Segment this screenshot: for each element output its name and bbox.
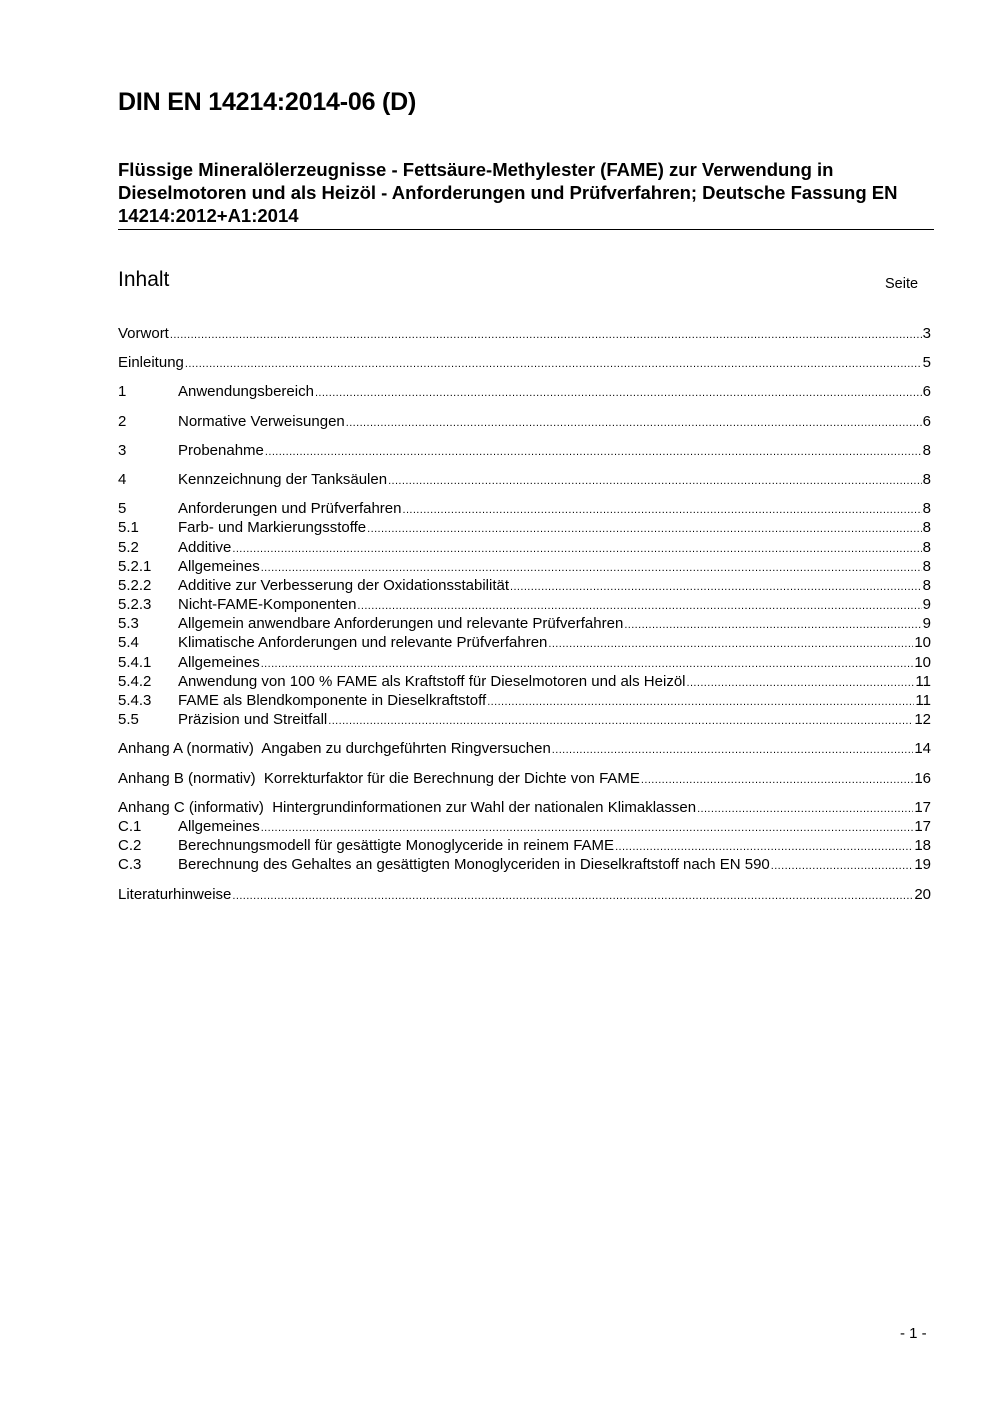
page-number: - 1 - [900,1325,927,1342]
toc-entry-page: 20 [914,885,931,903]
toc-entry-label: Farb- und Markierungsstoffe [178,519,367,537]
toc-entry-5-3[interactable] [118,614,931,633]
toc-entry-number: 5.2.1 [118,557,152,575]
toc-entry-label: Anwendungsbereich [178,383,314,401]
toc-entry-label: Additive zur Verbesserung der Oxidationsstabilität [178,576,510,594]
toc-entry-5-4-2[interactable] [118,672,931,691]
toc-entry-label: Nicht-FAME-Komponenten [178,596,357,614]
dot-leader [315,384,922,403]
toc-entry-page: 10 [914,653,931,671]
toc-entry-number: 5.5 [118,711,139,729]
toc-entry-label: Einleitung [118,354,184,372]
toc-entry-4[interactable] [118,470,931,489]
toc-entry-5-5[interactable] [118,710,931,729]
toc-entry-number: 5.3 [118,615,139,633]
toc-entry-page: 8 [922,557,931,575]
toc-entry-einleitung[interactable] [118,353,931,372]
toc-entry-label: Allgemeines [178,653,260,671]
toc-entry-page: 8 [922,576,931,594]
toc-entry-page: 5 [922,354,931,372]
toc-entry-page: 9 [922,615,931,633]
toc-entry-3[interactable] [118,441,931,460]
toc-entry-label: Literaturhinweise [118,885,232,903]
toc-entry-number: 2 [118,412,127,430]
toc-entry-5[interactable] [118,499,931,518]
toc-entry-page: 10 [914,634,931,652]
toc-entry-page: 8 [922,519,931,537]
toc-entry-page: 12 [914,711,931,729]
toc-entry-label: Allgemein anwendbare Anforderungen und relevante Prüfverfahren [178,615,624,633]
dot-leader [346,414,922,433]
toc-page-label: Seite [885,276,919,292]
toc-entry-label: Berechnung des Gehaltes an gesättigten Monoglyceriden in Dieselkraftstoff nach EN 590 [178,856,770,874]
toc-entry-page: 14 [914,740,931,758]
toc-entry-number: 5.1 [118,519,139,537]
toc-entry-page: 9 [922,596,931,614]
toc-entry-label: Präzision und Streitfall [178,711,328,729]
toc-entry-number: 4 [118,470,127,488]
toc-entry-label: Anhang A (normativ) Angaben zu durchgeführten Ringversuchen [118,740,551,758]
toc-entry-label: Anhang B (normativ) Korrekturfaktor für die Berechnung der Dichte von FAME [118,769,640,787]
dot-leader [771,857,914,876]
toc-entry-label: Normative Verweisungen [178,412,345,430]
toc-entry-page: 16 [914,769,931,787]
toc-entry-page: 8 [922,470,931,488]
toc-entry-5-2-2[interactable] [118,576,931,595]
toc-entry-number: 5.4.2 [118,672,152,690]
toc-entry-page: 11 [915,672,931,690]
toc-entry-anhang-c[interactable] [118,798,931,817]
toc-entry-page: 11 [915,692,931,709]
toc-entry-label: Allgemeines [178,557,260,575]
toc-entry-label: Klimatische Anforderungen und relevante Prüfverfahren [178,634,548,652]
toc-entry-label: Allgemeines [178,817,260,835]
toc-entry-label: FAME als Blendkomponente in Dieselkraftstoff [178,692,487,709]
toc-entry-label: Berechnungsmodell für gesättigte Monoglyceride in reinem FAME [178,837,615,855]
toc-entry-page: 6 [922,383,931,401]
toc-entry-number: 5.2.2 [118,576,152,594]
dot-leader [185,355,922,374]
toc-entry-label: Vorwort [118,325,169,342]
toc-entry-number: 5.4.3 [118,692,152,709]
dot-leader [328,712,913,731]
dot-leader [641,771,913,790]
dot-leader [232,887,913,906]
dot-leader [552,741,914,760]
toc-entry-number: C.1 [118,817,142,835]
toc-entry-5-4[interactable] [118,633,931,652]
toc-entry-page: 8 [922,538,931,556]
toc-entry-c-3[interactable] [118,855,931,874]
toc-entry-anhang-b[interactable] [118,769,931,788]
dot-leader [170,326,922,345]
toc-entry-page: 19 [914,856,931,874]
toc-entry-number: 3 [118,441,127,459]
toc-entry-number: 5.2.3 [118,596,152,614]
toc-entry-label: Probenahme [178,441,264,459]
toc-entry-label: Additive [178,538,232,556]
dot-leader [265,443,922,462]
toc-entry-c-2[interactable] [118,836,931,855]
toc-entry-page: 17 [914,817,931,835]
toc-entry-page: 3 [922,325,931,342]
toc-entry-5-4-3[interactable] [118,691,931,710]
toc-entry-page: 17 [914,798,931,816]
toc-entry-number: 1 [118,383,127,401]
toc-entry-page: 8 [922,441,931,459]
toc-entry-label: Anhang C (informativ) Hintergrundinformationen zur Wahl der nationalen Klimaklassen [118,798,697,816]
toc-entry-label: Kennzeichnung der Tanksäulen [178,470,388,488]
toc-entry-c-1[interactable] [118,817,931,836]
dot-leader [388,472,922,491]
toc-entry-2[interactable] [118,412,931,431]
toc-heading: Inhalt [118,268,170,291]
toc-entry-number: C.3 [118,856,142,874]
document-title: Flüssige Mineralölerzeugnisse - Fettsäure-Methylester (FAME) zur Verwendung in Dieselmotoren und als Heizöl - Anforderungen und Prüfverfahren; Deutsche Fassung EN 14214:2012+A1:2014 [118,159,898,226]
table-of-contents [118,324,931,904]
toc-entry-number: 5.4 [118,634,139,652]
toc-entry-5-2[interactable] [118,538,931,557]
toc-entry-5-2-1[interactable] [118,557,931,576]
toc-entry-number: 5.2 [118,538,139,556]
toc-entry-number: 5 [118,500,127,518]
toc-entry-page: 6 [922,412,931,430]
toc-entry-1[interactable] [118,382,931,401]
toc-entry-5-4-1[interactable] [118,653,931,672]
toc-entry-number: 5.4.1 [118,653,152,671]
toc-entry-5-1[interactable] [118,518,931,537]
toc-entry-5-2-3[interactable] [118,595,931,614]
title-divider [118,229,934,230]
toc-entry-label: Anforderungen und Prüfverfahren [178,500,402,518]
toc-entry-label: Anwendung von 100 % FAME als Kraftstoff für Dieselmotoren und als Heizöl [178,672,686,690]
toc-entry-number: C.2 [118,837,142,855]
toc-entry-page: 18 [914,837,931,855]
toc-entry-literaturhinweise[interactable] [118,885,931,904]
toc-entry-page: 8 [922,500,931,518]
document-id: DIN EN 14214:2014-06 (D) [118,88,417,116]
toc-entry-vorwort[interactable] [118,324,931,343]
toc-entry-anhang-a[interactable] [118,739,931,758]
